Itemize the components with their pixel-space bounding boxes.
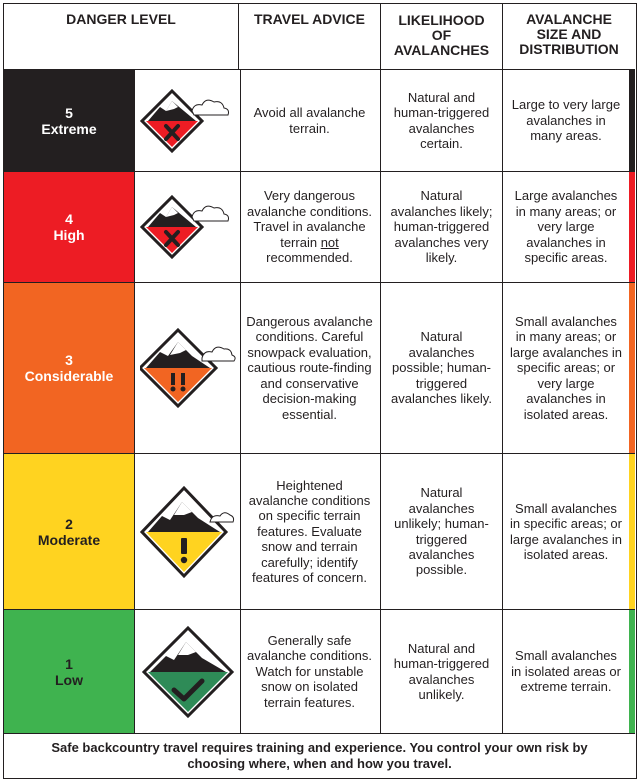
low-danger-icon — [140, 624, 236, 720]
row-extreme — [4, 70, 635, 172]
level-number: 3 — [65, 352, 73, 368]
likelihood-cell: Natural avalanches possible; human-triggered avalanches likely. — [381, 283, 503, 453]
likelihood-cell: Natural and human-triggered avalanches certain. — [381, 70, 503, 171]
icon-cell — [134, 172, 241, 282]
level-color-edge — [629, 610, 635, 733]
level-number: 2 — [65, 515, 73, 532]
level-color-edge — [629, 283, 635, 453]
icon-cell — [134, 283, 241, 453]
icon-cell — [134, 610, 241, 733]
size-cell: Large to very large avalanches in many areas. — [511, 97, 621, 144]
level-name: Considerable — [24, 368, 114, 384]
footer-line-1: Safe backcountry travel requires training and experience. You control your own risk by — [51, 739, 588, 755]
high-danger-icon — [140, 195, 236, 259]
moderate-danger-icon — [140, 484, 236, 580]
footer-note — [4, 734, 635, 777]
considerable-danger-icon — [140, 328, 236, 408]
travel-advice-cell: Heightened avalanche conditions on specific terrain features. Evaluate snow and terrain carefully; identify features of concern. — [239, 454, 381, 609]
likelihood-cell: Natural avalanches unlikely; human-triggered avalanches possible. — [381, 454, 503, 609]
header-size-distribution: AVALANCHE SIZE AND DISTRIBUTION — [503, 4, 635, 70]
size-cell: Large avalanches in many areas; or very large avalanches in specific areas. — [514, 188, 618, 266]
row-moderate — [4, 454, 635, 610]
level-high-cell — [4, 172, 134, 282]
header-travel-advice: TRAVEL ADVICE — [239, 4, 381, 70]
icon-cell — [134, 454, 241, 609]
travel-advice-cell: Dangerous avalanche conditions. Careful snowpack evaluation, cautious route-finding and conservative decision-making essential. — [239, 283, 381, 453]
level-number: 5 — [65, 104, 73, 121]
row-high — [4, 172, 635, 283]
travel-advice-cell: Very dangerous avalanche conditions. Travel in avalanche terrain not recommended. — [239, 172, 381, 282]
icon-cell — [134, 70, 241, 171]
size-cell: Small avalanches in isolated areas or extreme terrain. — [511, 648, 621, 695]
extreme-danger-icon — [140, 89, 236, 153]
level-color-edge — [629, 172, 635, 282]
footer-line-2: choosing where, when and how you travel. — [187, 755, 452, 771]
row-low — [4, 610, 635, 734]
level-color-edge — [629, 70, 635, 171]
level-name: Low — [55, 671, 83, 688]
row-considerable — [4, 283, 635, 454]
header-danger-level: DANGER LEVEL — [4, 4, 239, 70]
level-number: 1 — [65, 655, 73, 672]
level-extreme-cell — [4, 70, 134, 171]
level-name: High — [53, 227, 85, 243]
level-name: Extreme — [41, 120, 97, 137]
likelihood-cell: Natural avalanches likely; human-triggered avalanches very likely. — [381, 172, 503, 282]
level-number: 4 — [65, 211, 73, 227]
level-low-cell — [4, 610, 134, 733]
level-considerable-cell — [4, 283, 134, 453]
likelihood-cell: Natural and human-triggered avalanches unlikely. — [381, 610, 503, 733]
travel-advice-cell: Avoid all avalanche terrain. — [239, 70, 381, 171]
travel-advice-cell: Generally safe avalanche conditions. Watch for unstable snow on isolated terrain features. — [239, 610, 381, 733]
level-moderate-cell — [4, 454, 134, 609]
size-cell: Small avalanches in specific areas; or large avalanches in isolated areas. — [509, 500, 623, 562]
header-likelihood: LIKELIHOOD OF AVALANCHES — [381, 4, 503, 70]
level-color-edge — [629, 454, 635, 609]
size-cell: Small avalanches in many areas; or large avalanches in specific areas; or very large avalanches in isolated areas. — [509, 314, 623, 422]
danger-scale-table — [3, 3, 637, 779]
level-name: Moderate — [37, 531, 101, 548]
